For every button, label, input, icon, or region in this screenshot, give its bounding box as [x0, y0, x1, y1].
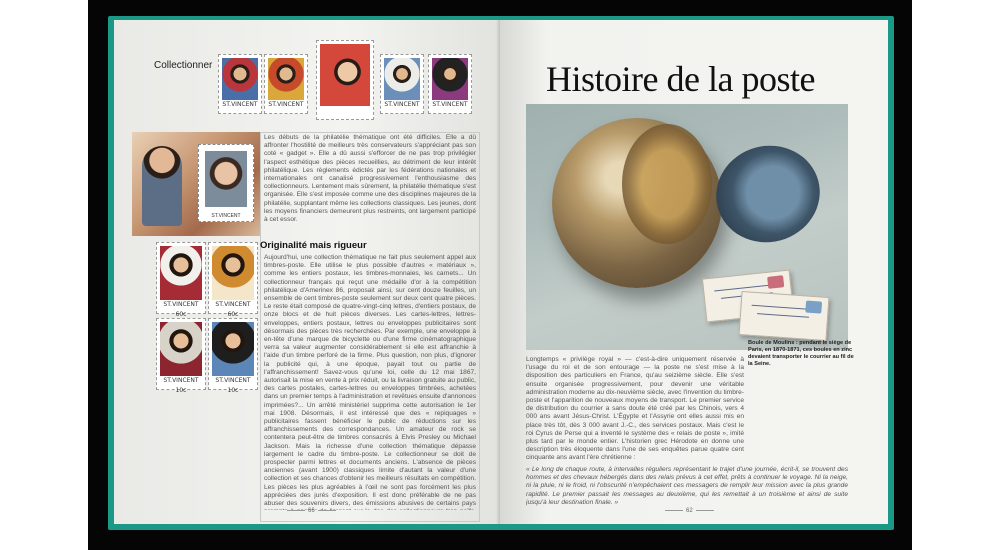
stamp-label [320, 106, 370, 116]
elvis-photo [132, 132, 260, 236]
stamp-5 [428, 54, 472, 114]
stamp-4 [380, 54, 424, 114]
ball-half-shell [705, 134, 830, 254]
section-label: Collectionner [154, 60, 213, 71]
body-paragraphs: Aujourd'hui, une collection thématique ne fait plus seulement appel aux timbres-poste. Elle utilise le plus possible d'autres « matériaux », comme les entiers postaux, les timbres-monnaies, les carnets... Un collectionneur français qui reçut une médaille d'or à la compétition philatélique d'Amerinex 86, proposait ainsi, sur cent douze feuilles, un ensemble de cent timbres-poste seulement sur deux cent quatre pièces. Le reste était composé de quatre-vingt-cinq lettres, d'entiers postaux, de onze blocs et de huit pièces diverses. Les cartes-lettres, lettres-enveloppes, entiers postaux, lettres ou enveloppes publicitaires sont désormais des pièces très recherchées. Par exemple, une enveloppe à en-tête d'une marque de bicyclette ou d'une firme cinématographique verra sa valeur augmenter considérablement si elle est affranchie à l'aide d'un timbre perforé de la firme. Plus question, non plus, d'ignorer la publicité qui, à une époque, payait tout ou partie de l'affranchissement! Savez-vous qu'une loi, celle du 12 mai 1867, autorisait la mise en vente à prix réduit, ou la livraison gratuite au public, des cartes postales, cartes-lettres ou enveloppes timbrées, achetées dans un premier temps à l'administration et revêtues ensuite d'annonces imprimées?... Un arrêté ministériel supprima cette autorisation le 1er mai 1908. Désormais, il est intéressé que des « repiquages » publicitaires fassent bénéficier le public de réductions sur les affranchissements des correspondances. Un amateur de rock se contentera peut-être de timbres consacrés à Elvis Presley ou Michael Jackson. Mais la richesse d'une collection thématique dépasse largement le cadre du timbre-poste. Le collectionneur se doit de prospecter parmi lettres et documents anciens. L'absence de pièces anciennes (avant 1900) classiques limite d'autant la valeur d'une collection et ses chances d'obtenir les meilleurs résultats en compétition. Les pièces les plus agréables à l'œil ne sont pas forcément les plus appréciées des jurés d'exposition. Il est donc préférable de ne pas abuser des souvenirs divers, des émissions abusives de certains pays [264, 254, 476, 508]
intro-paragraph: Les débuts de la philatélie thématique ont été difficiles. Elle a dû affronter l'hostilité de meilleurs très conservateurs s'appréciant pas son coté « gadget ». Elle a dû aussi s'efforcer de ne pas trop privilégier l'aspect esthétique des pièces recueillies, au détriment de leur intérêt philatélique. Les règlements édictés par les fédérations nationales et internationales ont canalisé progressivement l'enthousiasme des collectionneurs. Lentement mais sûrement, la philatélie thématique s'est organisée. Elle s'est imposée comme une des disciplines majeures de la philatélie, supplantant même les collections classiques. Les jeunes, dont les moyens financiers demeurent plus restreints, ont largement participé à cet essor. [264, 134, 476, 224]
stamp-label: ST.VINCENT 10c [215, 377, 251, 394]
stamp-label: ST.VINCENT 60c [215, 301, 251, 318]
page-number: 66 [284, 508, 339, 514]
stamp-3 [316, 40, 374, 120]
left-page [114, 20, 500, 524]
stamp-side-3 [156, 318, 206, 394]
feature-stamp [198, 144, 254, 222]
stamp-label: ST.VINCENT 10c [163, 377, 199, 394]
page-title: Histoire de la poste [546, 59, 815, 99]
stamp-side-2 [208, 242, 258, 318]
envelope [739, 291, 830, 341]
stamp-side-1 [156, 242, 206, 318]
moulins-ball-illustration [526, 104, 848, 350]
stamp-label: ST.VINCENT [222, 101, 258, 108]
stamp-label: ST.VINCENT [384, 101, 420, 108]
illustration-caption: Boule de Moulins : pendant le siège de Paris, en 1870-1871, ces boules en zinc devaient transporter le courrier au fil de la Seine. [748, 340, 854, 367]
page-number: 62 [662, 508, 717, 514]
stamp-2 [264, 54, 308, 114]
history-paragraphs: Longtemps « privilège royal » — c'est-à-dire uniquement réservée à l'usage du roi et de son entourage — la poste ne s'est mise à la disposition des particuliers en France, qu'au seizième siècle. Elle s'est ensuite organisée progressivement, pour devenir une véritable administration moderne au dix-neuvième siècle, avec l'invention du timbre-poste et l'apparition de nouveaux moyens de transport. Le premier service de distribution du courrier a sans doute été créé par les Chinois, vers 4 000 ans avant Jésus-Christ. L'Égypte et l'Assyrie ont elles aussi mis en place très tôt, dès 3 000 avant J.-C., des services postaux. Mais c'est le roi Cyrus de Perse qui a inventé le système des « relais de poste », imité plus tard par le monde entier. L'historien grec Hérodote en donne une description très éloquente dans l'une de ses enquêtes parue quatre cent cinquante ans avant l'ère chrétienne : [526, 356, 744, 462]
herodotus-quote: « Le long de chaque route, à intervalles réguliers représentant le trajet d'une journée, écrit-il, se trouvent des hommes et des chevaux hébergés dans des relais prévus à cet effet, prêts à continuer le voyage. Ni la neige, ni la pluie, ni le froid, ni l'obscurité n'empêchaient ces messagers de remplir leur mission avec la plus grande rapidité. Le premier passait les messages au deuxième, qui les remettait à un troisième et ainsi de suite jusqu'à leur destination finale. » [526, 466, 848, 506]
right-page [500, 20, 888, 524]
stamp-side-4 [208, 318, 258, 394]
stamp-1 [218, 54, 262, 114]
stamp-label: ST.VINCENT 60c [163, 301, 199, 318]
stamp-label: ST.VINCENT [211, 213, 241, 219]
stamp-label: ST.VINCENT [432, 101, 468, 108]
ball-interior [622, 124, 712, 244]
stamp-label: ST.VINCENT [268, 101, 304, 108]
subheading: Originalité mais rigueur [260, 240, 367, 251]
singer-figure [142, 146, 182, 226]
